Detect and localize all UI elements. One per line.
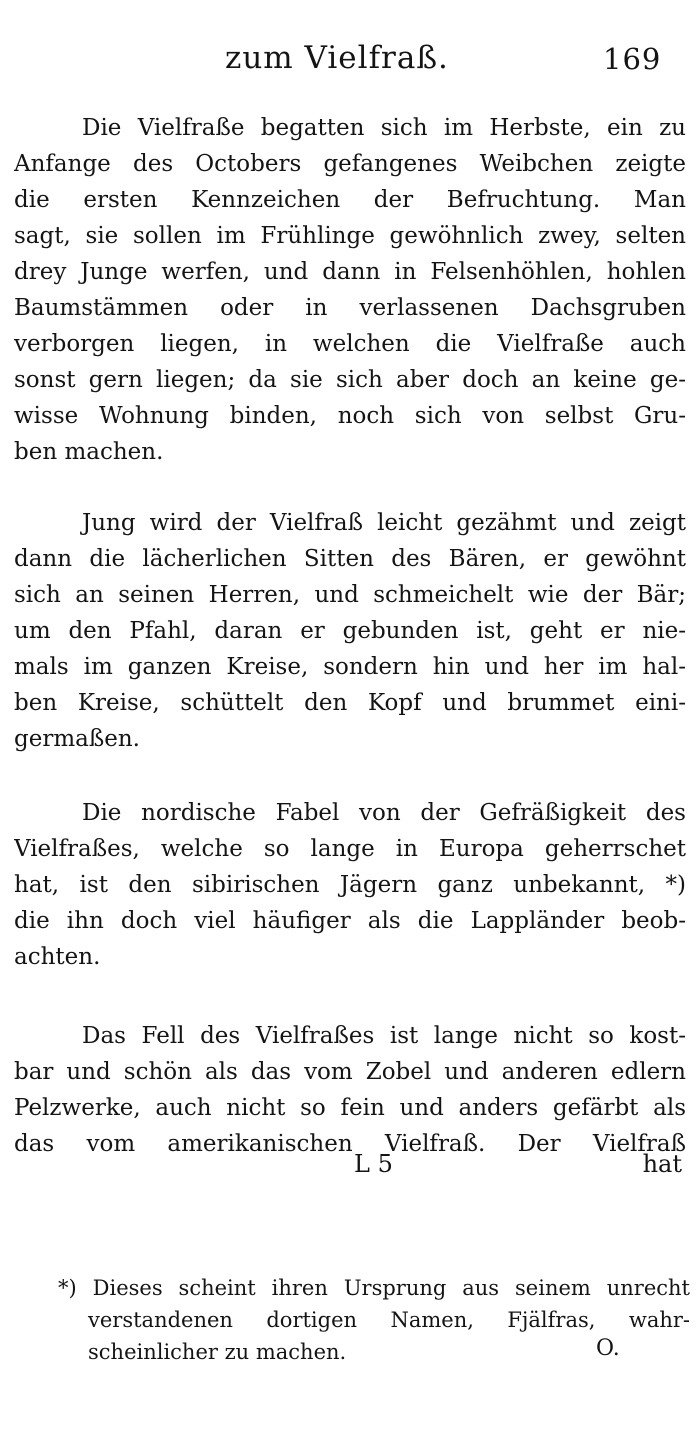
text-line: sich an seinen Herren, und schmeichelt wie der Bär; [14,582,686,608]
text-line: mals im ganzen Kreise, sondern hin und her im hal- [14,654,686,680]
page-number: 169 [603,42,662,76]
signature-row [14,1150,686,1190]
text-line: Baumstämmen oder in verlassenen Dachsgruben [14,295,686,321]
signature-mark: L 5 [354,1150,393,1178]
paragraph-nordic-fable [14,795,686,975]
paragraph-fur [14,1018,686,1162]
text-line: dann die lächerlichen Sitten des Bären, er gewöhnt [14,546,686,572]
running-head [0,40,700,88]
text-line: sonst gern liegen; da sie sich aber doch an keine ge- [14,367,686,393]
text-line: Die nordische Fabel von der Gefräßigkeit des [82,800,686,826]
text-line: ben machen. [14,439,164,465]
text-line: sagt, sie sollen im Frühlinge gewöhnlich zwey, selten [14,223,686,249]
text-line: hat, ist den sibirischen Jägern ganz unbekannt, *) [14,872,686,898]
catchword: hat [642,1150,682,1178]
footnote [58,1272,690,1368]
text-line: Jung wird der Vielfraß leicht gezähmt und zeigt [82,510,686,536]
paragraph-tame-behaviour [14,505,686,757]
text-line: verborgen liegen, in welchen die Vielfraße auch [14,331,686,357]
text-line: um den Pfahl, daran er gebunden ist, geht er nie- [14,618,686,644]
text-line: die ihn doch viel häufiger als die Lappländer beob- [14,908,686,934]
body-text [14,110,686,1162]
text-line: achten. [14,944,101,970]
footnote-line: scheinlicher zu machen. [88,1340,347,1364]
text-line: die ersten Kennzeichen der Befruchtung. Man [14,187,686,213]
text-line: Das Fell des Vielfraßes ist lange nicht so kost- [82,1023,686,1049]
text-line: Pelzwerke, auch nicht so fein und anders gefärbt als [14,1095,686,1121]
text-line: germaßen. [14,726,140,752]
text-line: das vom amerikanischen Vielfraß. Der Vielfraß [14,1131,686,1157]
text-line: Vielfraßes, welche so lange in Europa geherrschet [14,836,686,862]
paragraph-breeding [14,110,686,470]
text-line: Die Vielfraße begatten sich im Herbste, ein zu [82,115,686,141]
text-line: drey Junge werfen, und dann in Felsenhöhlen, hohlen [14,259,686,285]
text-line: bar und schön als das vom Zobel und anderen edlern [14,1059,686,1085]
text-line: Anfange des Octobers gefangenes Weibchen zeigte [14,151,686,177]
running-head-title: zum Vielfraß. [225,40,449,76]
text-line: ben Kreise, schüttelt den Kopf und brummet eini- [14,690,686,716]
text-line: wisse Wohnung binden, noch sich von selbst Gru- [14,403,686,429]
footnote-line: verstandenen dortigen Namen, Fjälfras, wahr- [88,1308,690,1332]
footnote-sign: O. [596,1336,620,1361]
footnote-line: *) Dieses scheint ihren Ursprung aus seinem unrecht [58,1276,690,1300]
